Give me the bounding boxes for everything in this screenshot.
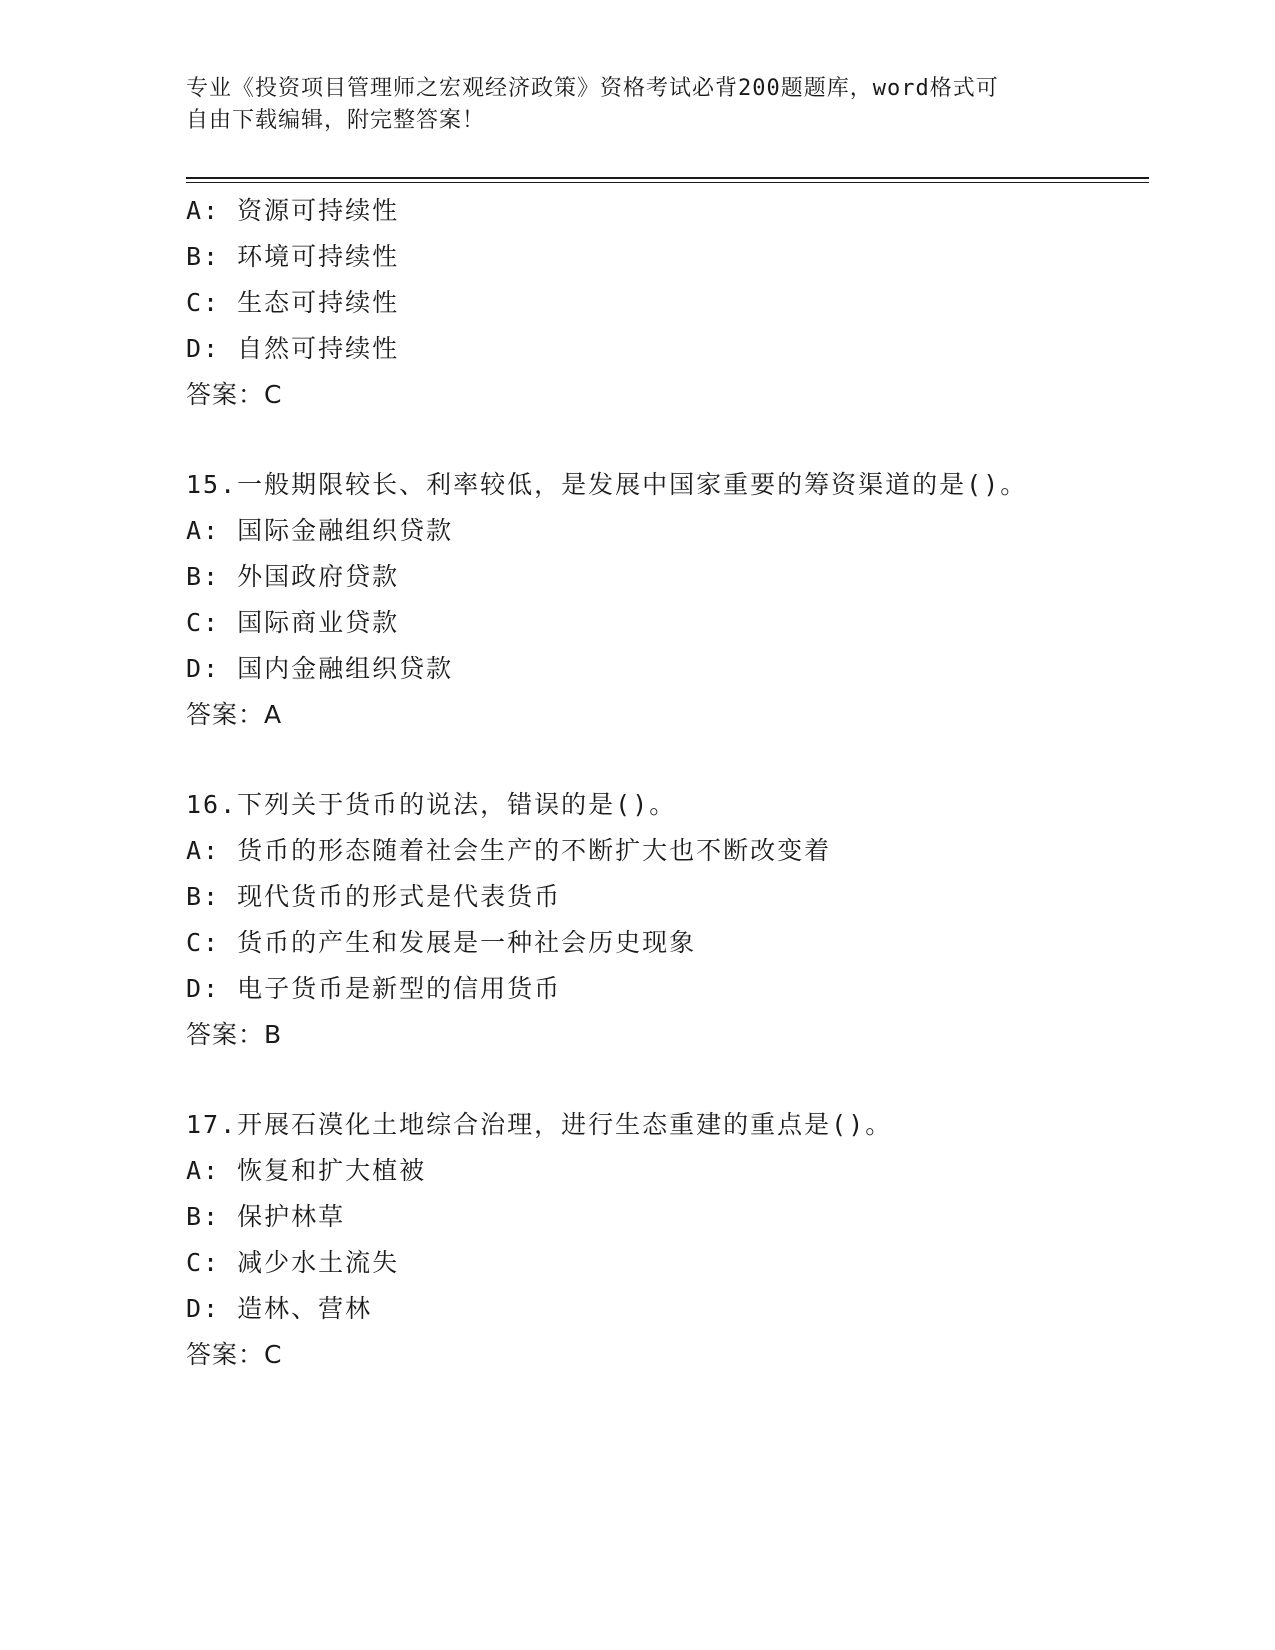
spacer (186, 1058, 1146, 1102)
question-list (186, 188, 1146, 1378)
option-c: C: 减少水土流失 (186, 1248, 400, 1277)
option-d: D: 国内金融组织贷款 (186, 654, 454, 683)
option-d: D: 电子货币是新型的信用货币 (186, 974, 562, 1003)
answer-line: 答案：C (186, 1340, 283, 1369)
question-15 (186, 462, 1146, 738)
spacer (186, 418, 1146, 462)
option-c: C: 货币的产生和发展是一种社会历史现象 (186, 928, 697, 957)
option-a: A: 国际金融组织贷款 (186, 516, 454, 545)
question-stem: 17.开展石漠化土地综合治理，进行生态重建的重点是()。 (186, 1110, 893, 1139)
answer-line: 答案：B (186, 1020, 283, 1049)
option-c: C: 国际商业贷款 (186, 608, 400, 637)
question-stem: 16.下列关于货币的说法，错误的是()。 (186, 790, 677, 819)
option-a: A: 恢复和扩大植被 (186, 1156, 427, 1185)
option-d: D: 自然可持续性 (186, 334, 400, 363)
option-d: D: 造林、营林 (186, 1294, 373, 1323)
option-b: B: 环境可持续性 (186, 242, 400, 271)
question-17 (186, 1102, 1146, 1378)
option-a: A: 货币的形态随着社会生产的不断扩大也不断改变着 (186, 836, 832, 865)
option-b: B: 现代货币的形式是代表货币 (186, 882, 562, 911)
header-divider-thick (186, 177, 1149, 179)
question-partial (186, 188, 1146, 418)
question-stem: 15.一般期限较长、利率较低，是发展中国家重要的筹资渠道的是()。 (186, 470, 1028, 499)
header-title-line-1: 专业《投资项目管理师之宏观经济政策》资格考试必背200题题库，word格式可 (186, 76, 999, 101)
header-divider-thin (186, 182, 1149, 183)
option-b: B: 保护林草 (186, 1202, 346, 1231)
header-title-line-2: 自由下载编辑，附完整答案！ (186, 108, 486, 133)
spacer (186, 738, 1146, 782)
option-c: C: 生态可持续性 (186, 288, 400, 317)
question-16 (186, 782, 1146, 1058)
answer-line: 答案：C (186, 380, 283, 409)
answer-line: 答案：A (186, 700, 283, 729)
option-a: A: 资源可持续性 (186, 196, 400, 225)
option-b: B: 外国政府贷款 (186, 562, 400, 591)
document-header (186, 73, 1086, 137)
